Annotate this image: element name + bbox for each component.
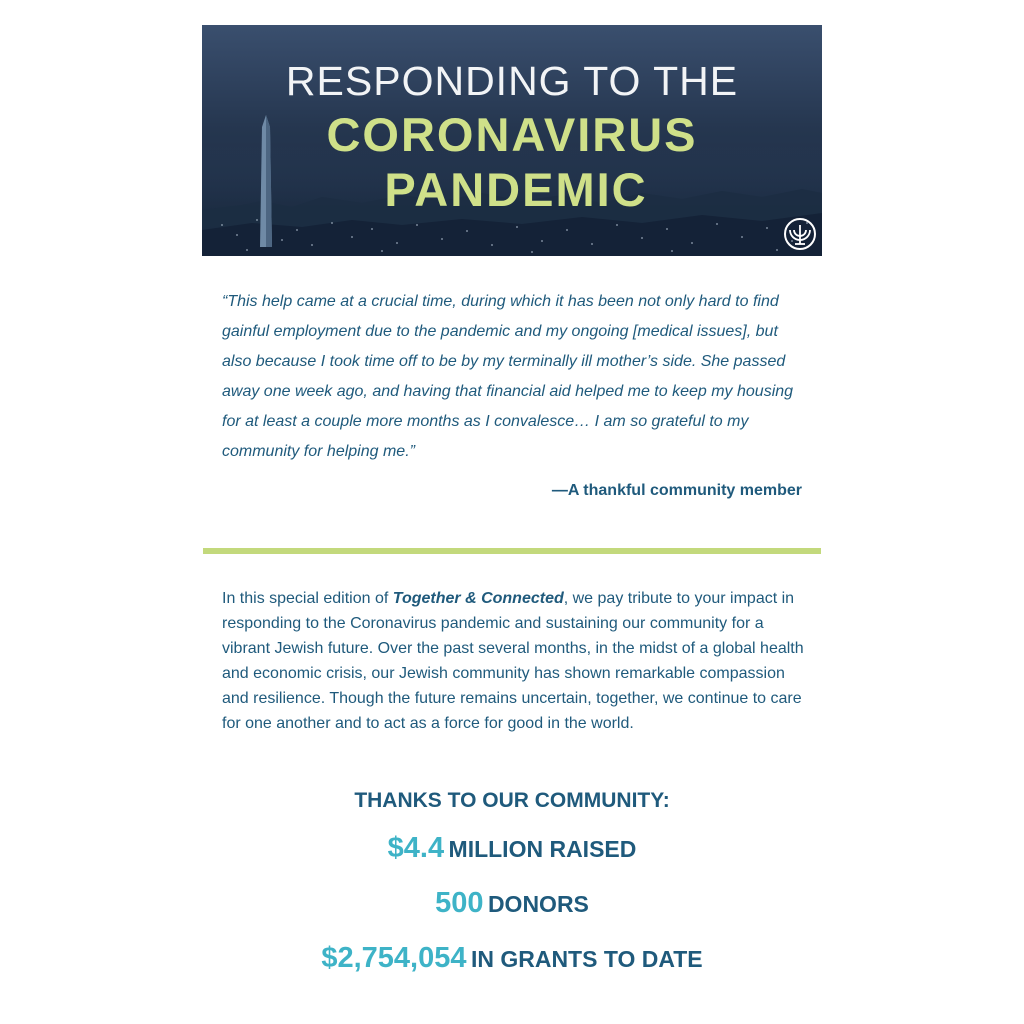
menorah-emblem-icon xyxy=(784,218,816,250)
stat-value: 500 xyxy=(435,887,484,919)
hero-banner xyxy=(202,25,822,256)
intro-prefix: In this special edition of xyxy=(222,590,393,607)
intro-body: , we pay tribute to your impact in responding to the Coronavirus pandemic and sustaining our community for a vibrant Jewish future. Over the past several months, in the midst of a global health and economic crisis, our Jewish community has shown remarkable compassion and resilience. Though the future remains uncertain, together, we continue to care for one another and to act as a force for good in the world. xyxy=(222,590,804,732)
testimonial-quote: “This help came at a crucial time, during which it has been not only hard to find gainful employment due to the pandemic and my ongoing [medical issues], but also because I took time off to be by my terminally ill mother’s side. She passed away one week ago, and having that financial aid helped me to keep my housing for at least a couple more months as I convalesce… I am so grateful to my community for helping me.” xyxy=(222,293,794,460)
stat-funds-raised xyxy=(202,832,822,865)
testimonial-attribution: —A thankful community member xyxy=(551,482,802,499)
stat-label: MILLION RAISED xyxy=(448,836,637,862)
stats-heading: THANKS TO OUR COMMUNITY: xyxy=(354,789,670,812)
banner-title-line-2: CORONAVIRUS xyxy=(326,108,698,161)
publication-title: Together & Connected xyxy=(392,590,564,607)
stat-value: $2,754,054 xyxy=(321,942,467,974)
intro-paragraph xyxy=(222,586,804,736)
banner-title-line-3: PANDEMIC xyxy=(384,163,648,216)
stat-grants xyxy=(202,942,822,975)
section-divider xyxy=(203,548,821,554)
stat-label: DONORS xyxy=(487,891,589,917)
stat-donors xyxy=(202,887,822,920)
stat-label: IN GRANTS TO DATE xyxy=(470,946,703,972)
stat-value: $4.4 xyxy=(387,832,445,864)
banner-title-line-1: RESPONDING TO THE xyxy=(285,58,739,104)
